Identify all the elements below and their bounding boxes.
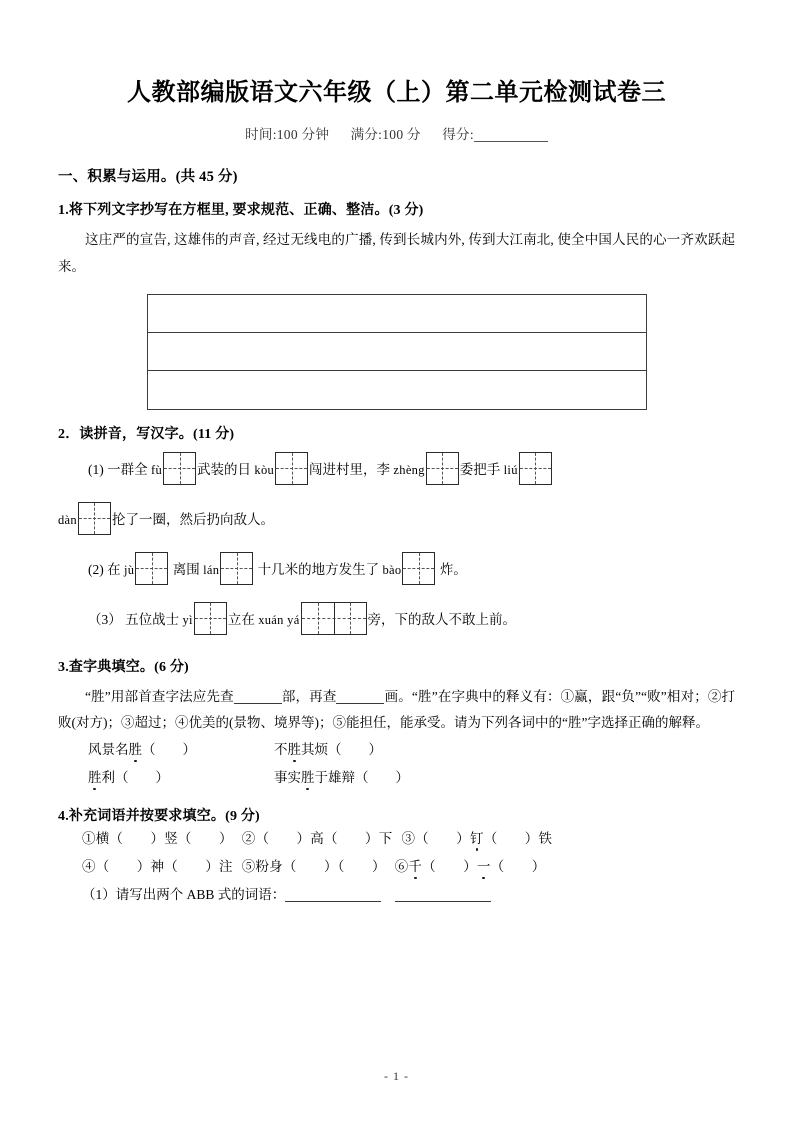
char-box[interactable] [220,552,253,585]
idiom-text: 高 [310,830,324,846]
char-box-double[interactable] [301,602,367,635]
radical-blank[interactable] [234,703,282,704]
word-text: 风景名 [88,742,129,758]
idiom-blank[interactable]: （ ） [422,859,477,875]
idiom-text: 横 [95,830,110,846]
pinyin-bao: bào [382,562,402,577]
question-4-heading: 4.补充词语并按要求填空。(9 分) [58,808,260,824]
idiom-item [242,859,386,874]
item-number: (1) [88,461,104,477]
char-box[interactable] [275,452,308,485]
emphasized-char: 胜 [301,770,315,786]
question-4-row-1 [58,825,735,853]
time-label: 时间:100 分钟 [245,127,330,143]
exam-meta [58,123,735,143]
score-label: 得分: [442,127,474,143]
emphasized-char: 千 [408,859,423,875]
word-text: 其烦 [301,742,328,758]
idiom-blank[interactable]: （ ） [164,859,220,875]
idiom-blank[interactable]: （ ） [483,830,539,846]
answer-item [274,764,460,792]
text-fragment: 武装的日 [197,461,255,477]
idiom-text: 铁 [538,830,553,846]
idiom-blank[interactable]: （ ） [337,859,386,875]
word-text: 事实 [274,770,301,786]
emphasized-char: 一 [476,859,491,875]
copy-row[interactable] [148,295,646,333]
emphasized-char: 胜 [287,742,301,758]
char-box[interactable] [78,502,111,535]
abb-blank-1[interactable] [285,901,381,902]
idiom-blank[interactable]: （ ） [415,830,470,846]
idiom-blank[interactable]: （ ） [282,859,338,875]
char-box[interactable] [426,452,459,485]
q3-text-b: 部，再查 [281,688,337,704]
idiom-blank[interactable]: （ ） [490,859,546,875]
question-3-prompt [58,684,735,737]
idiom-text: 神 [150,859,165,875]
total-score-label: 满分:100 分 [350,127,421,143]
item-number: （3） [88,611,122,627]
q3-text-c: 画。“胜”在字典中的释义有：①赢，跟“负”“败”相对；②打败(对方)；③超过；④优美的(景物、境界等)；⑤能担任，能承受。请为下列各词中的“胜”字选择正确的解释。 [58,688,736,731]
idiom-number: ⑤ [241,859,256,875]
idiom-text: 竖 [164,830,178,846]
question-1-heading: 1.将下列文字抄写在方框里, 要求规范、正确、整洁。(3 分) [58,203,424,219]
copy-row[interactable] [148,333,646,371]
idiom-text: 粉身 [255,859,283,875]
pinyin-xuan: xuán [258,612,284,627]
char-box[interactable] [519,452,552,485]
word-text: 不 [274,742,288,758]
word-text: 利 [101,770,115,786]
emphasized-char: 胜 [88,770,102,786]
pinyin-lan: lán [203,562,220,577]
idiom-blank[interactable]: （ ） [323,830,379,846]
pinyin-ju: jù [124,562,135,577]
text-fragment: 在 [107,561,124,577]
pinyin-ya: yá [287,612,300,627]
question-2-item-1-continuation [58,497,735,543]
idiom-blank[interactable]: （ ） [255,830,311,846]
answer-item [274,736,460,764]
score-blank[interactable] [474,141,548,142]
question-3-answer-row [58,736,735,764]
idiom-item [242,831,393,846]
text-fragment: 一群全 [107,461,151,477]
text-fragment: 离围 [169,561,204,577]
idiom-number: ③ [401,830,416,846]
char-box[interactable] [402,552,435,585]
stroke-blank[interactable] [336,703,384,704]
char-box[interactable] [194,602,227,635]
idiom-item [82,831,233,846]
question-3-heading: 3.查字典填空。(6 分) [58,659,189,675]
page-title: 人教部编版语文六年级（上）第二单元检测试卷三 [127,80,666,106]
text-fragment: 炸。 [436,561,467,577]
copy-grid[interactable] [147,294,647,410]
idiom-blank[interactable]: （ ） [177,830,233,846]
idiom-number: ② [241,830,256,846]
pinyin-kou: kòu [254,462,275,477]
answer-blank[interactable]: （ ） [142,742,196,758]
pinyin-dan: dàn [58,512,77,527]
pinyin-zheng: zhèng [393,462,425,477]
page-footer: - 1 - [384,1069,409,1083]
answer-blank[interactable]: （ ） [115,770,169,786]
word-text: 于雄辩 [314,770,355,786]
answer-item [88,764,274,792]
question-2-heading: 2．读拼音，写汉字。(11 分) [58,426,235,442]
char-box[interactable] [135,552,168,585]
text-fragment: 抡了一圈，然后扔向敌人。 [111,511,274,527]
text-fragment: 闯进村里，李 [309,461,394,477]
pinyin-yi: yì [182,612,193,627]
question-3-answer-row [58,764,735,792]
text-fragment: 五位战士 [125,611,183,627]
idiom-item [395,859,546,874]
question-1-passage: 这庄严的宣告, 这雄伟的声音, 经过无线电的广播, 传到长城内外, 传到大江南北, 使全中国人民的心一齐欢跃起来。 [58,232,735,274]
question-2-item-1 [58,447,735,493]
answer-blank[interactable]: （ ） [355,770,409,786]
text-fragment: 立在 [227,611,259,627]
question-4-sub-1 [58,881,735,908]
idiom-number: ⑥ [394,859,409,875]
idiom-number: ① [82,830,96,846]
copy-row[interactable] [148,371,646,409]
section-1-heading: 一、积累与运用。(共 45 分) [58,169,238,186]
question-4-row-2 [58,853,735,881]
idiom-item [401,831,552,846]
text-fragment: 十几米的地方发生了 [254,561,383,577]
answer-item [88,736,274,764]
sub-question-text: （1）请写出两个 ABB 式的词语： [82,887,286,903]
idiom-blank[interactable]: （ ） [95,859,151,875]
idiom-text: 下 [378,830,393,846]
idiom-text: 注 [219,859,233,875]
pinyin-liu: liú [503,462,518,477]
q3-text-a: “胜”用部首查字法应先查 [85,688,234,704]
idiom-item [82,859,233,874]
abb-blank-2[interactable] [395,901,491,902]
pinyin-fu: fù [151,462,163,477]
idiom-blank[interactable]: （ ） [109,830,165,846]
answer-blank[interactable]: （ ） [328,742,382,758]
text-fragment: 旁，下的敌人不敢上前。 [367,611,517,627]
question-2-item-2 [58,547,735,593]
text-fragment: 委把手 [459,461,504,477]
emphasized-char: 胜 [128,742,142,758]
item-number: (2) [88,561,104,577]
idiom-number: ④ [82,859,96,875]
emphasized-char: 钉 [469,830,484,846]
char-box[interactable] [163,452,196,485]
question-2-item-3 [58,597,735,643]
